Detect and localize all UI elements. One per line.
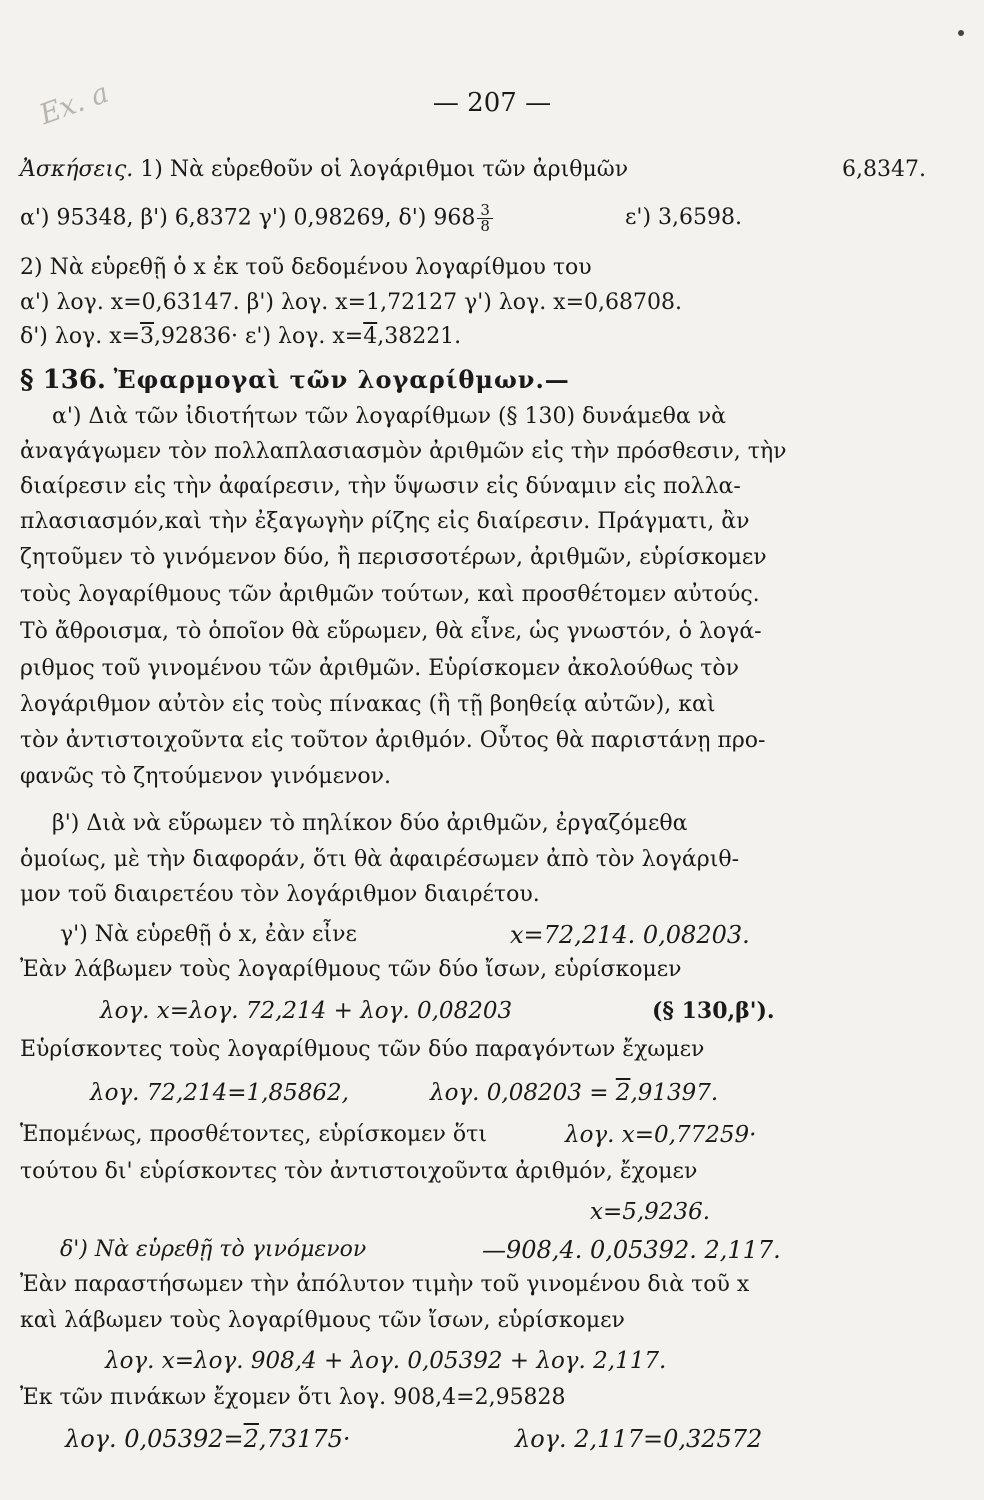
para-a-line: ζητοῦμεν τὸ γινόμενον δύο, ἢ περισσοτέρων, ἀριθμῶν, εὑρίσκομεν bbox=[20, 545, 767, 570]
para-d-line-5: Ἐκ τῶν πινάκων ἔχομεν ὅτι λογ. 908,4=2,95828 bbox=[20, 1385, 566, 1410]
para-c-line-7: τούτου δι' εὑρίσκοντες τὸν ἀντιστοιχοῦντα ἀριθμόν, ἔχομεν bbox=[20, 1159, 698, 1184]
exercise-numbers: α') 95348, β') 6,8372 γ') 0,98269, δ') 968 bbox=[20, 205, 476, 231]
section-heading bbox=[20, 363, 820, 397]
section-reference: (§ 130,β'). bbox=[652, 998, 775, 1024]
para-b-line: β') Διὰ νὰ εὕρωμεν τὸ πηλίκον δύο ἀριθμῶν, ἐργαζόμεθα bbox=[52, 811, 688, 836]
para-a-line: α') Διὰ τῶν ἰδιοτήτων τῶν λογαρίθμων (§ 130) δυνάμεθα νὰ bbox=[52, 404, 726, 429]
ink-speck bbox=[958, 30, 964, 36]
exercise-number-e: ε') 3,6598. bbox=[625, 205, 742, 230]
formula: λογ. x=0,77259· bbox=[565, 1122, 757, 1148]
section-number: § 136. bbox=[20, 365, 106, 395]
para-a-line: διαίρεσιν εἰς τὴν ἀφαίρεσιν, τὴν ὕψωσιν εἰς δύναμιν εἰς πολλα- bbox=[20, 474, 741, 499]
formula: λογ. 72,214=1,85862, bbox=[90, 1080, 349, 1106]
exercise-line-1 bbox=[20, 155, 820, 185]
fraction: $\frac{3}{8}$ bbox=[477, 203, 493, 234]
para-a-line: τοὺς λογαρίθμους τῶν ἀριθμῶν τούτων, καὶ προσθέτομεν αὐτούς. bbox=[20, 582, 760, 607]
exercise-value: 6,8347. bbox=[842, 157, 926, 182]
para-c-line-1: γ') Νὰ εὑρεθῇ ὁ x, ἐὰν εἶνε bbox=[60, 922, 357, 947]
pencil-annotation: Ex. a bbox=[35, 75, 113, 132]
formula: x=5,9236. bbox=[590, 1199, 711, 1225]
formula: —908,4. 0,05392. 2,117. bbox=[482, 1236, 781, 1264]
para-a-line: Τὸ ἄθροισμα, τὸ ὁποῖον θὰ εὕρωμεν, θὰ εἶνε, ὡς γνωστόν, ὁ λογά- bbox=[20, 619, 762, 644]
para-a-line: ἀναγάγωμεν τὸν πολλαπλασιασμὸν ἀριθμῶν εἰς τὴν πρόσθεσιν, τὴν bbox=[20, 439, 787, 464]
exercise-line-4: α') λογ. x=0,63147. β') λογ. x=1,72127 γ') λογ. x=0,68708. bbox=[20, 290, 682, 315]
para-c-line-2: Ἐὰν λάβωμεν τοὺς λογαρίθμους τῶν δύο ἴσων, εὑρίσκομεν bbox=[20, 957, 682, 982]
exercise-line-5: δ') λογ. x=3,92836· ε') λογ. x=4,38221. bbox=[20, 324, 462, 349]
formula: λογ. x=λογ. 908,4 + λογ. 0,05392 + λογ. 2,117. bbox=[105, 1348, 667, 1374]
exercises-label: Ἀσκήσεις. bbox=[20, 157, 134, 182]
para-d-line-2: Ἐὰν παραστήσωμεν τὴν ἀπόλυτον τιμὴν τοῦ γινομένου διὰ τοῦ x bbox=[20, 1272, 750, 1297]
para-d-line-3: καὶ λάβωμεν τοὺς λογαρίθμους τῶν ἴσων, εὑρίσκομεν bbox=[20, 1308, 625, 1333]
para-c-line-6: Ἑπομένως, προσθέτοντες, εὑρίσκομεν ὅτι bbox=[20, 1122, 487, 1147]
exercise-line-3: 2) Νὰ εὑρεθῇ ὁ x ἐκ τοῦ δεδομένου λογαρίθμου του bbox=[20, 255, 592, 280]
section-title: Ἐφαρμογαὶ τῶν λογαρίθμων.— bbox=[113, 365, 570, 394]
para-a-line: ριθμος τοῦ γινομένου τῶν ἀριθμῶν. Εὑρίσκομεν ἀκολούθως τὸν bbox=[20, 656, 740, 681]
formula: λογ. 2,117=0,32572 bbox=[515, 1425, 763, 1453]
exercise-text: 1) Νὰ εὑρεθοῦν οἱ λογάριθμοι τῶν ἀριθμῶν bbox=[140, 157, 629, 182]
para-b-line: ὁμοίως, μὲ τὴν διαφοράν, ὅτι θὰ ἀφαιρέσωμεν ἀπὸ τὸν λογάριθ- bbox=[20, 847, 739, 872]
page-number: — 207 — bbox=[432, 88, 552, 118]
para-a-line: πλασιασμόν,καὶ τὴν ἐξαγωγὴν ρίζης εἰς διαίρεσιν. Πράγματι, ἂν bbox=[20, 509, 750, 534]
para-b-line: μον τοῦ διαιρετέου τὸν λογάριθμον διαιρέτου. bbox=[20, 882, 540, 907]
para-d-line-1: δ') Νὰ εὑρεθῇ τὸ γινόμενον bbox=[60, 1237, 367, 1262]
para-a-line: φανῶς τὸ ζητούμενον γινόμενον. bbox=[20, 764, 391, 789]
formula: x=72,214. 0,08203. bbox=[510, 921, 750, 949]
para-a-line: λογάριθμον αὐτὸν εἰς τοὺς πίνακας (ἢ τῇ βοηθείᾳ αὐτῶν), καὶ bbox=[20, 692, 716, 717]
formula: λογ. 0,05392=2,73175· bbox=[65, 1425, 351, 1453]
para-a-line: τὸν ἀντιστοιχοῦντα εἰς τοῦτον ἀριθμόν. Οὗτος θὰ παριστάνῃ προ- bbox=[20, 728, 766, 753]
formula: λογ. x=λογ. 72,214 + λογ. 0,08203 bbox=[100, 998, 513, 1024]
formula: λογ. 0,08203 = 2,91397. bbox=[430, 1080, 719, 1106]
para-c-line-4: Εὑρίσκοντες τοὺς λογαρίθμους τῶν δύο παραγόντων ἔχωμεν bbox=[20, 1037, 705, 1062]
